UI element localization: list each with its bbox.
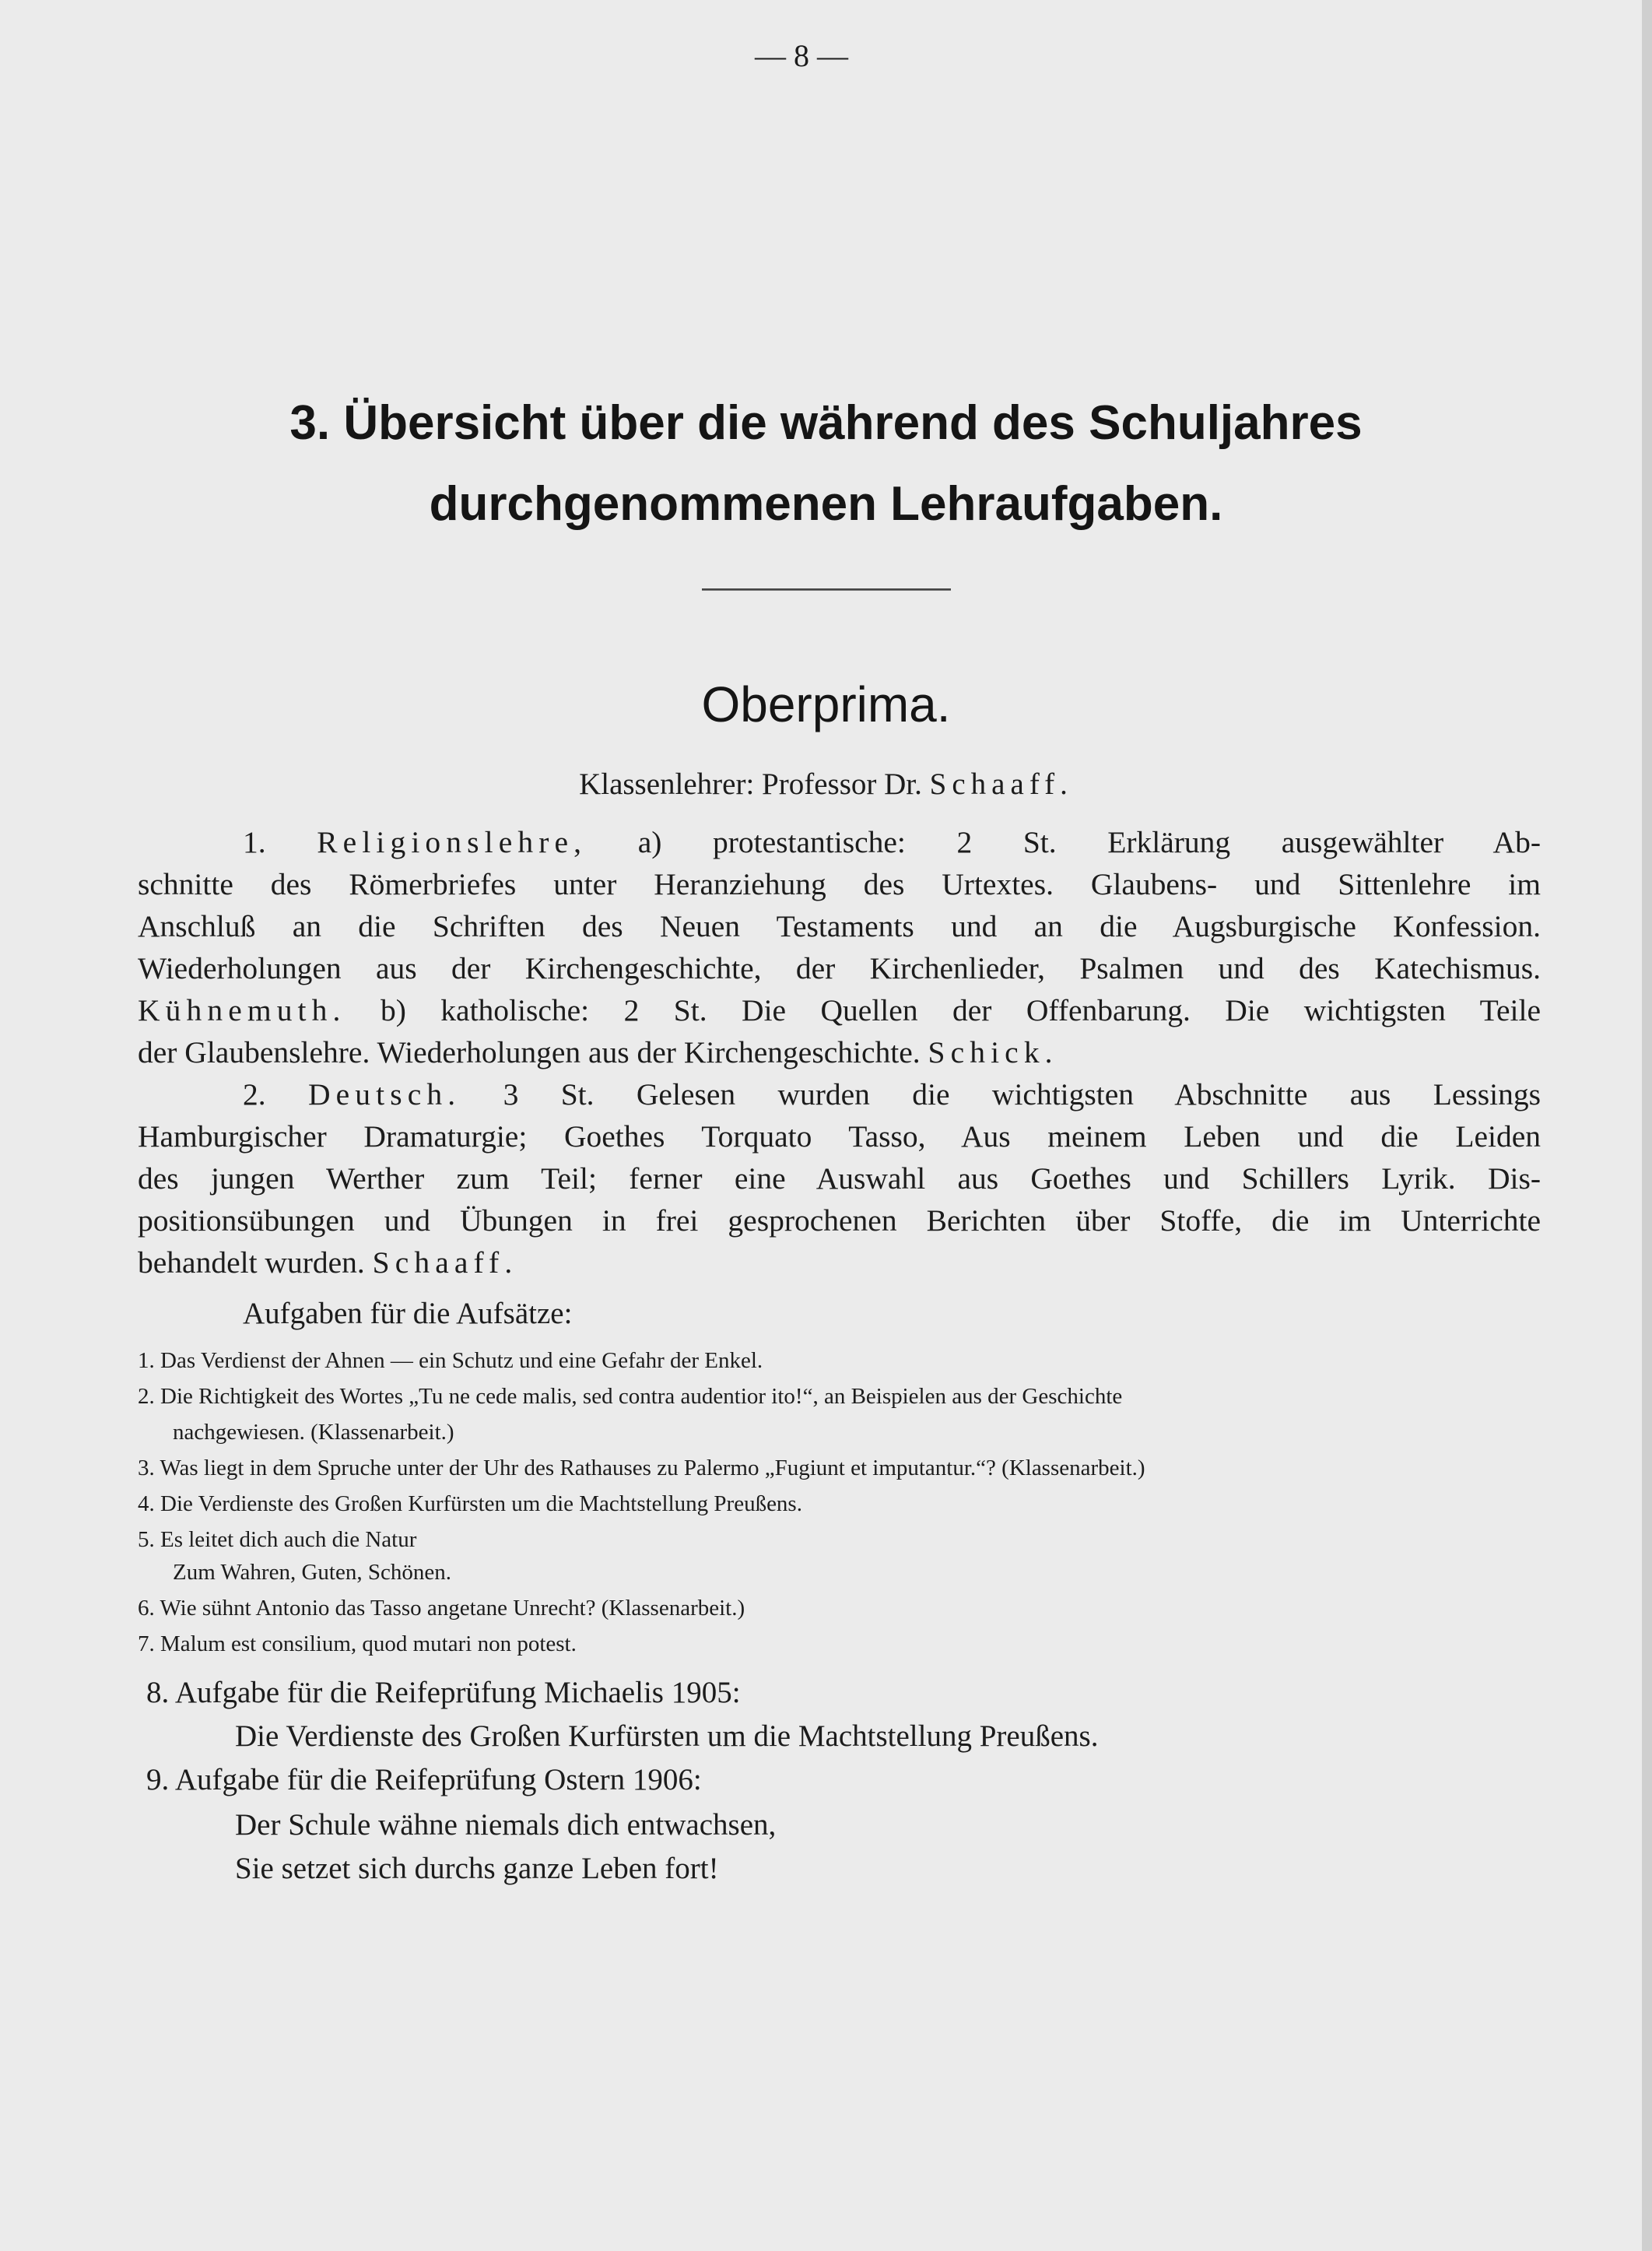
exam-item-8: 8. Aufgabe für die Reifeprüfung Michaelis 1905: bbox=[146, 1676, 741, 1709]
religion-line-1-text: a) protestantische: 2 St. Erklärung ausgewählter Ab- bbox=[637, 825, 1541, 859]
essay-item-4: 4. Die Verdienste des Großen Kurfürsten um die Machtstellung Preußens. bbox=[138, 1491, 802, 1516]
class-title: Oberprima. bbox=[701, 676, 951, 732]
class-teacher bbox=[0, 767, 1652, 802]
religion-line-4: Wiederholungen aus der Kirchengeschichte, der Kirchenlieder, Psalmen und des Katechismus. bbox=[138, 951, 1541, 985]
essay-item-5-cont: Zum Wahren, Guten, Schönen. bbox=[173, 1560, 451, 1585]
divider-rule bbox=[702, 588, 951, 591]
religion-subject: Religionslehre, bbox=[317, 825, 587, 859]
religion-line-5 bbox=[138, 990, 1541, 1032]
deutsch-number: 2. bbox=[243, 1077, 266, 1111]
essay-topics-heading: Aufgaben für die Aufsätze: bbox=[243, 1297, 573, 1330]
essay-item-5: 5. Es leitet dich auch die Natur bbox=[138, 1527, 417, 1552]
exam-item-8-topic: Die Verdienste des Großen Kurfürsten um die Machtstellung Preußens. bbox=[235, 1719, 1099, 1753]
essay-item-6: 6. Wie sühnt Antonio das Tasso angetane Unrecht? (Klassenarbeit.) bbox=[138, 1596, 745, 1621]
essay-item-2: 2. Die Richtigkeit des Wortes „Tu ne cede malis, sed contra audentior ito!“, an Beispielen aus der Geschichte bbox=[138, 1384, 1123, 1409]
essay-item-3: 3. Was liegt in dem Spruche unter der Uhr des Rathauses zu Palermo „Fugiunt et imputantur.“? (Klassenarbeit.) bbox=[138, 1456, 1145, 1480]
teacher-kuehnemuth: Kühnemuth. bbox=[138, 993, 346, 1027]
religion-line-5-text: b) katholische: 2 St. Die Quellen der Offenbarung. Die wichtigsten Teile bbox=[380, 993, 1541, 1027]
exam-item-9-line-1: Der Schule wähne niemals dich entwachsen, bbox=[235, 1808, 777, 1842]
teacher-schick: Schick. bbox=[928, 1035, 1058, 1069]
religion-line-6-text: der Glaubenslehre. Wiederholungen aus der Kirchengeschichte. bbox=[138, 1035, 921, 1069]
teacher-name: Schaaff. bbox=[929, 767, 1073, 801]
exam-item-9-line-2: Sie setzet sich durchs ganze Leben fort! bbox=[235, 1852, 719, 1885]
religion-number: 1. bbox=[243, 825, 266, 859]
deutsch-line-2: Hamburgischer Dramaturgie; Goethes Torquato Tasso, Aus meinem Leben und die Leiden bbox=[138, 1119, 1541, 1154]
religion-line-1 bbox=[243, 822, 1541, 864]
section-heading-line-1: 3. Übersicht über die während des Schuljahres bbox=[289, 396, 1363, 450]
essay-item-1: 1. Das Verdienst der Ahnen — ein Schutz und eine Gefahr der Enkel. bbox=[138, 1348, 763, 1373]
essay-item-7: 7. Malum est consilium, quod mutari non potest. bbox=[138, 1631, 577, 1656]
page-edge bbox=[1642, 0, 1652, 2251]
deutsch-line-5 bbox=[138, 1242, 1541, 1284]
essay-item-2-cont: nachgewiesen. (Klassenarbeit.) bbox=[173, 1420, 454, 1445]
teacher-schaaff: Schaaff. bbox=[372, 1245, 518, 1280]
deutsch-line-1 bbox=[243, 1074, 1541, 1116]
exam-item-9: 9. Aufgabe für die Reifeprüfung Ostern 1906: bbox=[146, 1763, 702, 1796]
deutsch-line-5-text: behandelt wurden. bbox=[138, 1245, 365, 1280]
teacher-prefix: Klassenlehrer: Professor Dr. bbox=[579, 767, 922, 801]
religion-line-6 bbox=[138, 1032, 1541, 1074]
deutsch-subject: Deutsch. bbox=[308, 1077, 461, 1111]
religion-line-3: Anschluß an die Schriften des Neuen Testaments und an die Augsburgische Konfession. bbox=[138, 909, 1541, 943]
deutsch-line-3: des jungen Werther zum Teil; ferner eine Auswahl aus Goethes und Schillers Lyrik. Dis- bbox=[138, 1161, 1541, 1196]
page-number: — 8 — bbox=[755, 38, 848, 73]
deutsch-line-4: positionsübungen und Übungen in frei gesprochenen Berichten über Stoffe, die im Unterrichte bbox=[138, 1203, 1541, 1238]
section-heading-line-2: durchgenommenen Lehraufgaben. bbox=[429, 477, 1223, 531]
deutsch-line-1-text: 3 St. Gelesen wurden die wichtigsten Abschnitte aus Lessings bbox=[503, 1077, 1541, 1111]
religion-line-2: schnitte des Römerbriefes unter Heranziehung des Urtextes. Glaubens- und Sittenlehre im bbox=[138, 867, 1541, 901]
